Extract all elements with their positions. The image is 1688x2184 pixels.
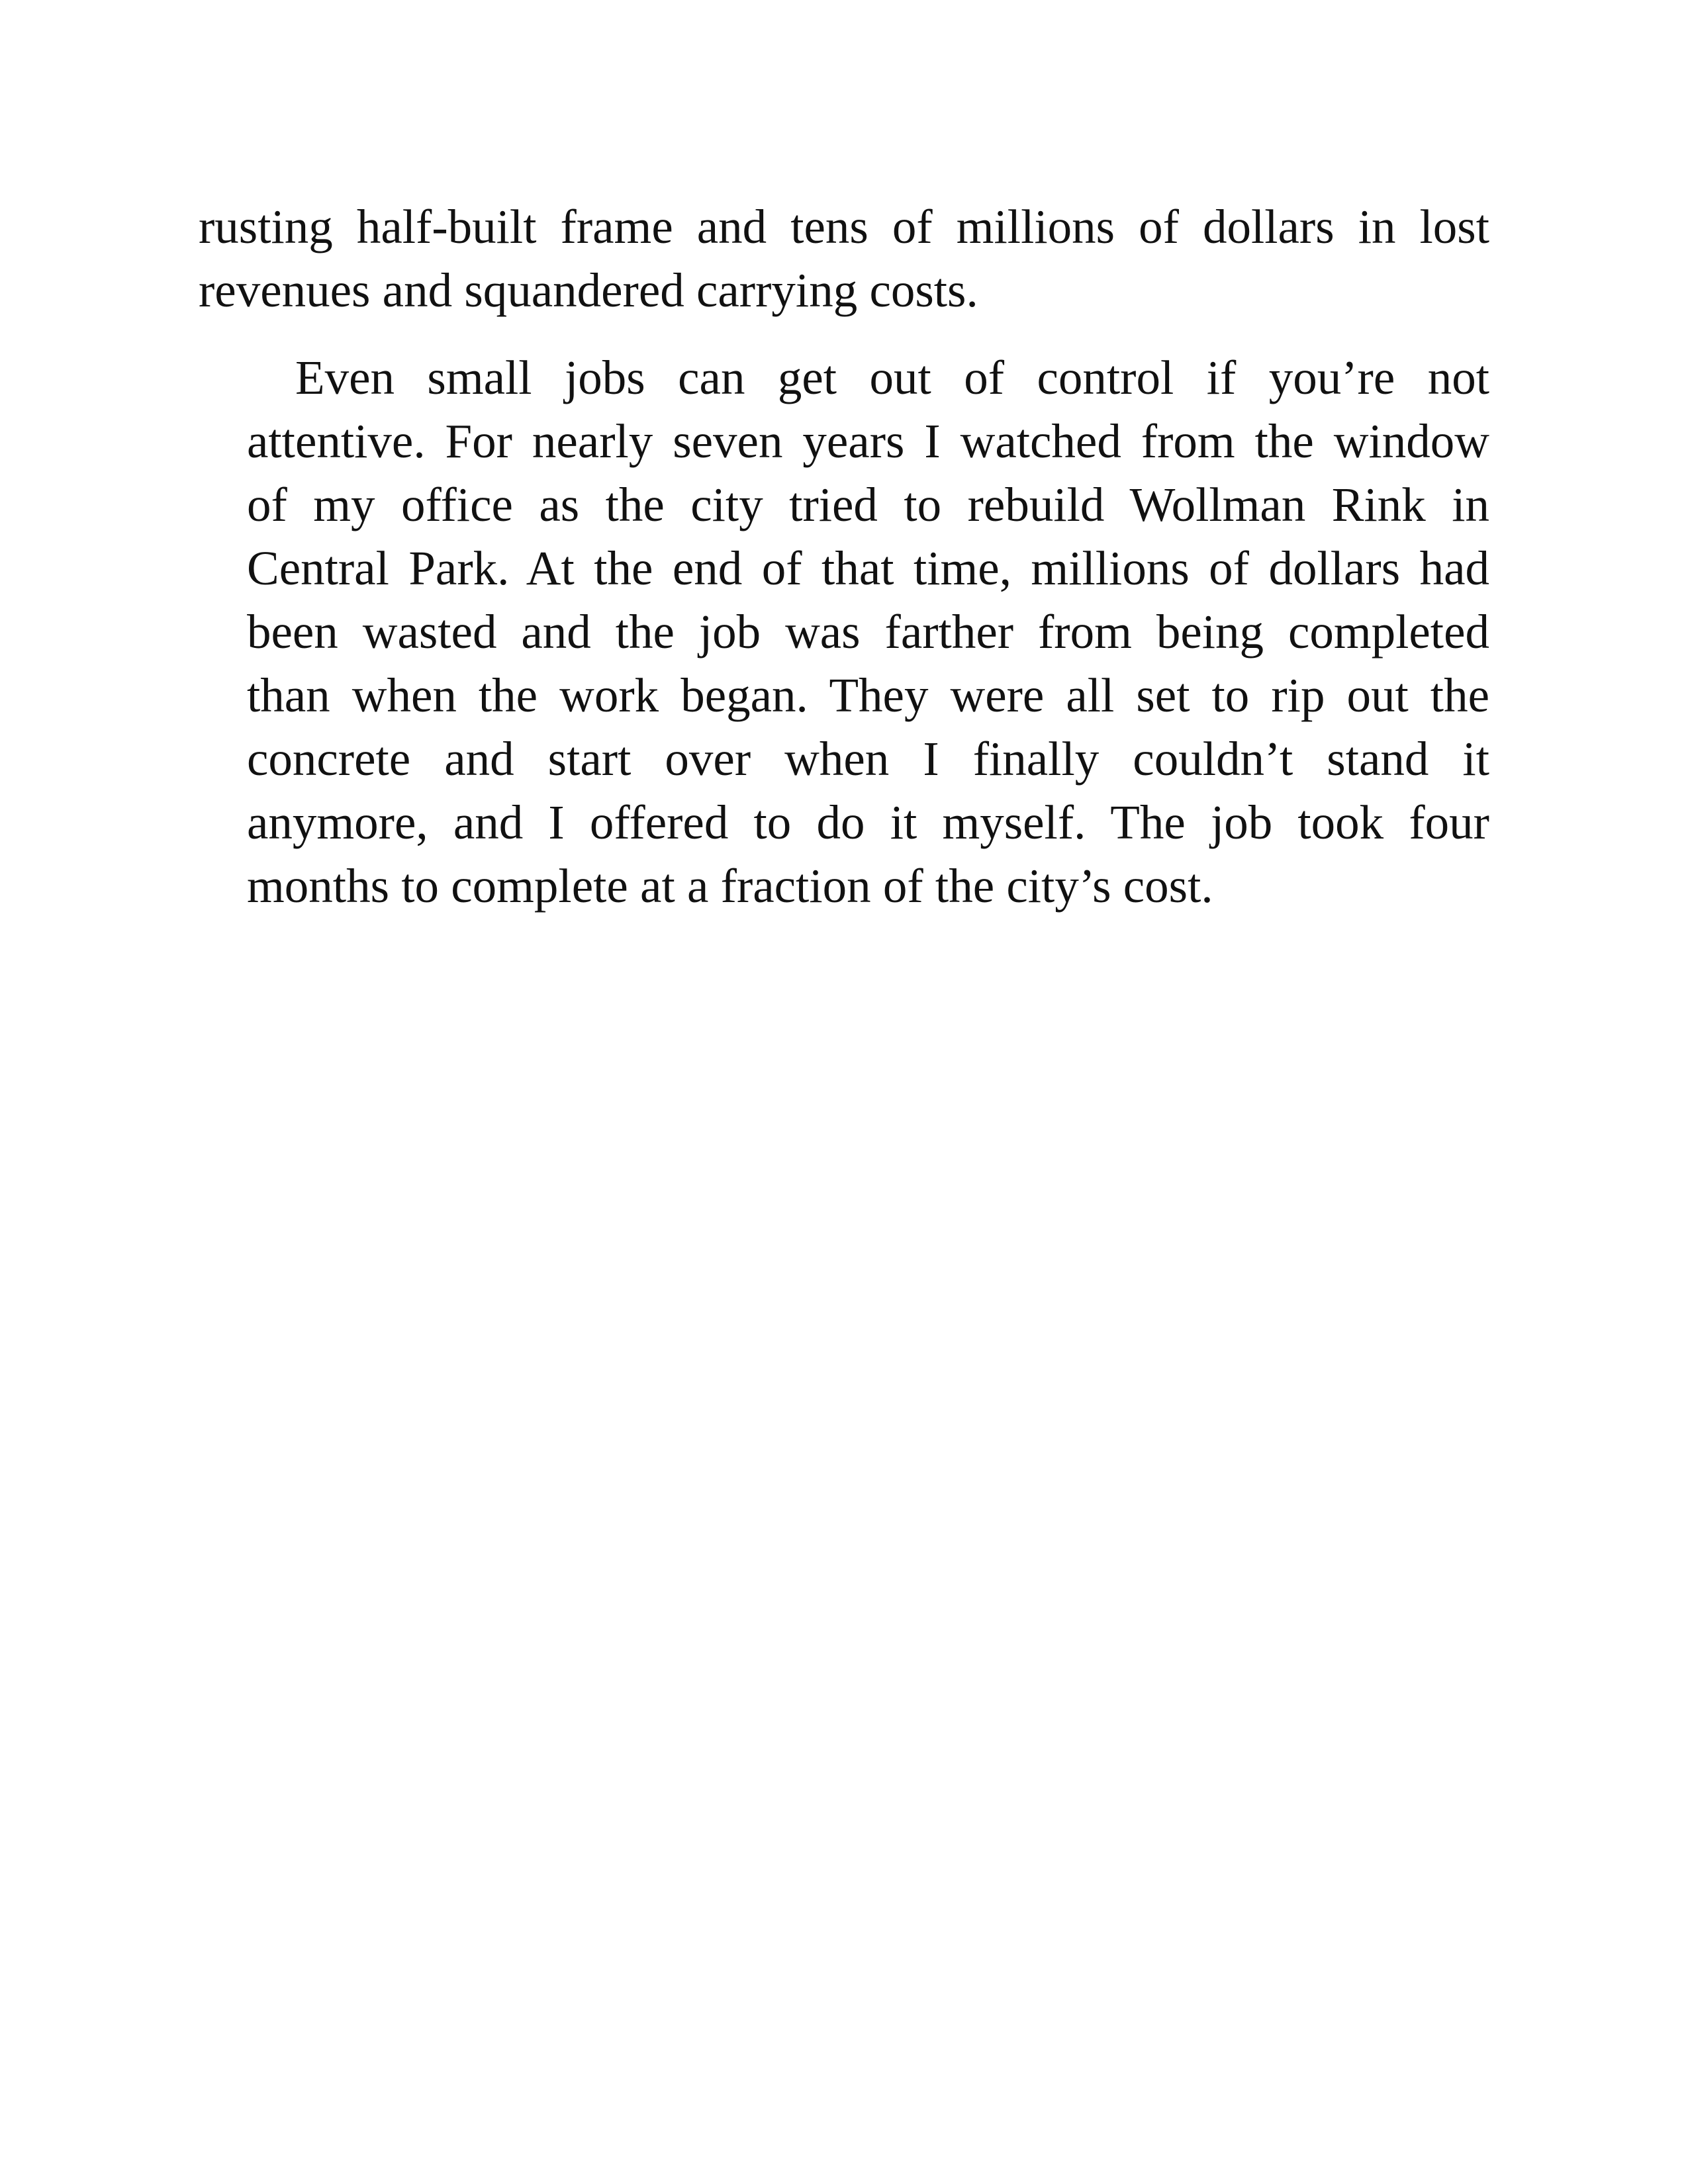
body-text: [199, 195, 1489, 918]
text-line: Central Park. At the end of that time, millions of dollars had: [247, 541, 1489, 595]
text-line: been wasted and the job was farther from being completed: [247, 605, 1489, 659]
text-line: Even small jobs can get out of control if you’re not: [295, 351, 1489, 404]
text-line: than when the work began. They were all set to rip out the: [247, 668, 1489, 722]
text-line: anymore, and I offered to do it myself. The job took four: [247, 796, 1489, 849]
text-line: rusting half-built frame and tens of millions of dollars in lost: [199, 200, 1489, 253]
text-line: months to complete at a fraction of the city’s cost.: [247, 859, 1213, 913]
text-line: attentive. For nearly seven years I watched from the window: [247, 414, 1489, 468]
text-line: concrete and start over when I finally couldn’t stand it: [247, 732, 1489, 786]
paragraph-1: [199, 195, 1489, 322]
text-line: of my office as the city tried to rebuild Wollman Rink in: [247, 478, 1489, 531]
text-line: revenues and squandered carrying costs.: [199, 263, 978, 317]
paragraph-2: [199, 346, 1489, 918]
